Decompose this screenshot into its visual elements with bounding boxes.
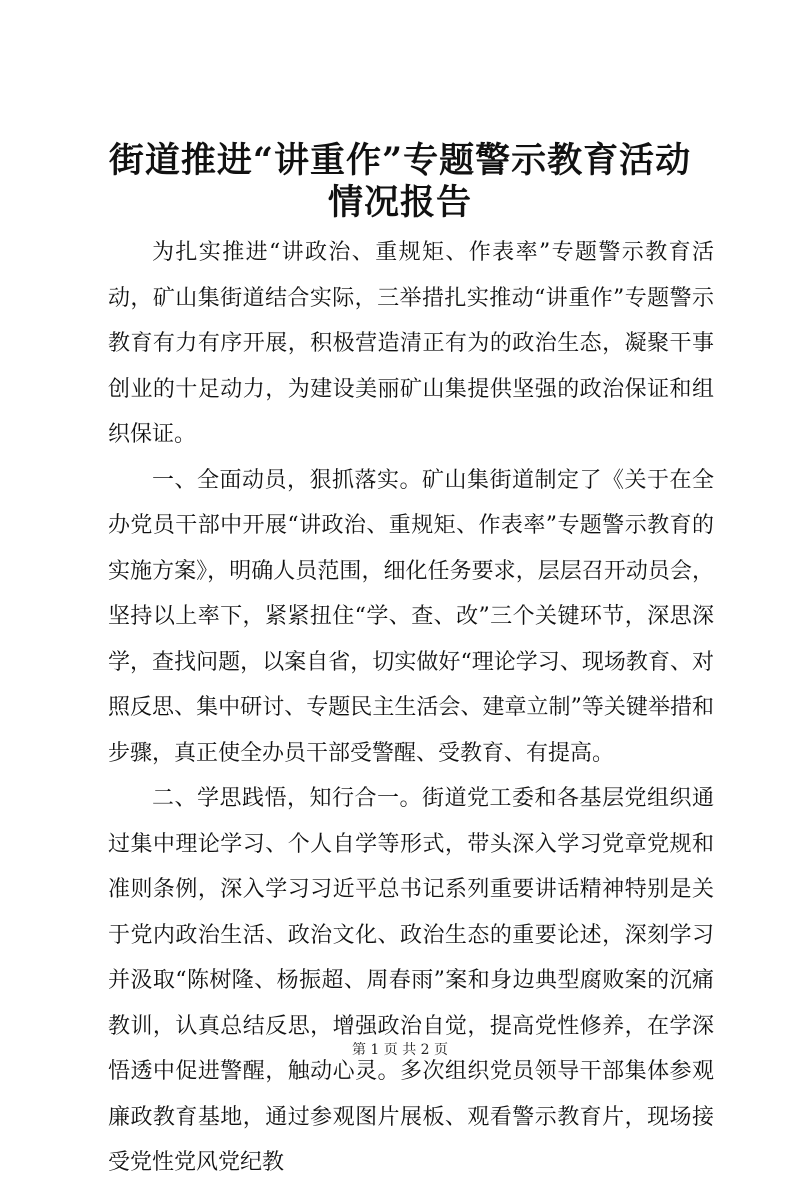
page-footer: 第 1 页 共 2 页 [351, 1042, 449, 1058]
paragraph-intro: 为扎实推进“讲政治、重规矩、作表率”专题警示教育活动，矿山集街道结合实际，三举措扎实推动“讲重作”专题警示教育有力有序开展，积极营造清正有为的政治生态，凝聚干事创业的十足动力，为建设美丽矿山集提供坚强的政治保证和组织保证。 [108, 240, 714, 447]
document-title: 街道推进“讲重作”专题警示教育活动情况报告 [108, 140, 692, 223]
paragraph-section-1: 一、全面动员，狠抓落实。矿山集街道制定了《关于在全办党员干部中开展“讲政治、重规矩、作表率”专题警示教育的实施方案》，明确人员范围，细化任务要求，层层召开动员会，坚持以上率下，紧紧扭住“学、查、改”三个关键环节，深思深学，查找问题，以案自省，切实做好“理论学习、现场教育、对照反思、集中研讨、专题民主生活会、建章立制”等关键举措和步骤，真正使全办员干部受警醒、受教育、有提高。 [108, 467, 714, 766]
paragraph-section-2: 二、学思践悟，知行合一。街道党工委和各基层党组织通过集中理论学习、个人自学等形式，带头深入学习党章党规和准则条例，深入学习习近平总书记系列重要讲话精神特别是关于党内政治生活、政治文化、政治生态的重要论述，深刻学习并汲取“陈树隆、杨振超、周春雨”案和身边典型腐败案的沉痛教训，认真总结反思，增强政治自觉，提高党性修养，在学深悟透中促进警醒，触动心灵。多次组织党员领导干部集体参观廉政教育基地，通过参观图片展板、观看警示教育片，现场接受党性党风党纪教 [108, 786, 714, 1175]
